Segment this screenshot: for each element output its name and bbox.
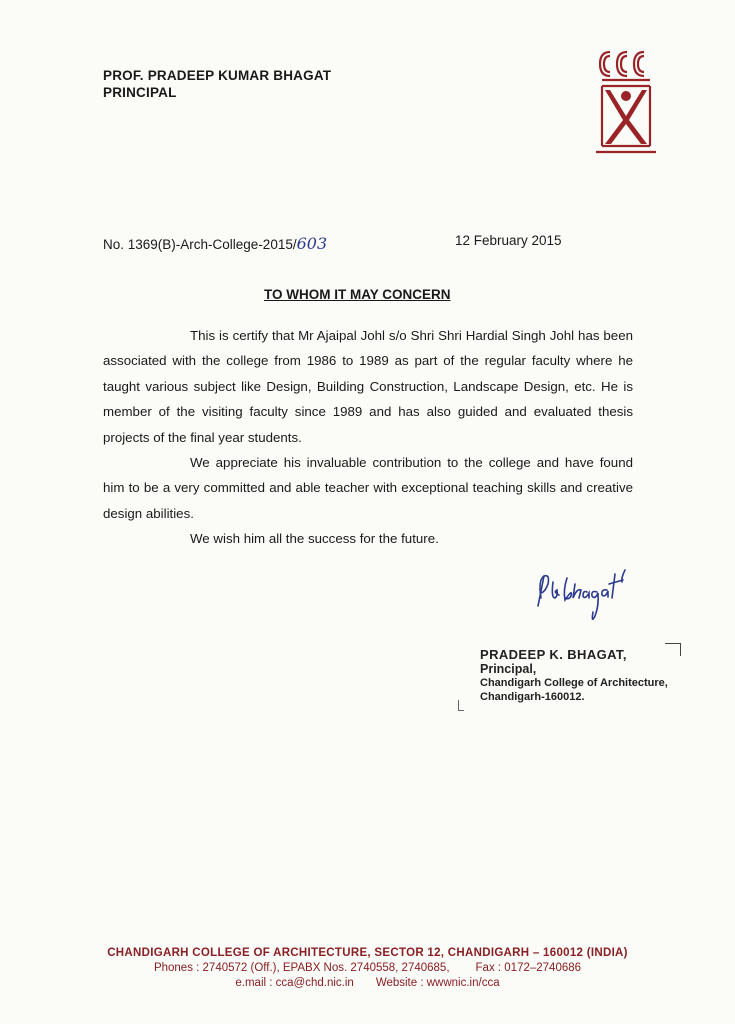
stamp-name: PRADEEP K. BHAGAT, [480,647,627,662]
letter-date: 12 February 2015 [455,233,562,248]
letterhead-sender [103,67,331,101]
footer-email: e.mail : cca@chd.nic.in [235,977,354,989]
stamp-title: Principal, [480,662,537,676]
paragraph: This is certify that Mr Ajaipal Johl s/o Shri Shri Hardial Singh Johl has been associated with the college from 1986 to 1989 as part of the regular faculty where he taught various subject like Design, Building Construction, Landscape Design, etc. He is member of the visiting faculty since 1989 and has also guided and evaluated thesis projects of the final year students. [103,328,633,445]
cca-logo [596,46,656,154]
footer-address: CHANDIGARH COLLEGE OF ARCHITECTURE, SECTOR 12, CHANDIGARH – 160012 (INDIA) [107,947,628,959]
official-stamp [480,648,668,704]
reference-number [103,234,327,253]
footer-fax: Fax : 0172–2740686 [475,962,582,974]
footer-contact [0,962,735,974]
footer-website: Website : wwwnic.in/cca [375,977,500,989]
subject-heading: TO WHOM IT MAY CONCERN [264,287,451,302]
paragraph: We wish him all the success for the future. [190,531,439,547]
paragraph: We appreciate his invaluable contribution to the college and have found him to be a very committed and able teacher with exceptional teaching skills and creative design abilities. [103,455,633,521]
sender-name: PROF. PRADEEP KUMAR BHAGAT [103,68,332,83]
stamp-corner-mark [458,700,464,711]
footer-phones: Phones : 2740572 (Off.), EPABX Nos. 2740558, 2740685, [153,962,450,974]
footer-online [0,977,735,989]
stamp-institution: Chandigarh College of Architecture, [480,677,668,689]
letter-body [103,323,633,552]
sender-designation: PRINCIPAL [103,85,177,100]
stamp-city: Chandigarh-160012. [480,691,585,703]
reference-number-handwritten: 603 [296,234,328,253]
handwritten-signature [535,560,655,630]
reference-number-text: No. 1369(B)-Arch-College-2015/ [103,237,297,252]
